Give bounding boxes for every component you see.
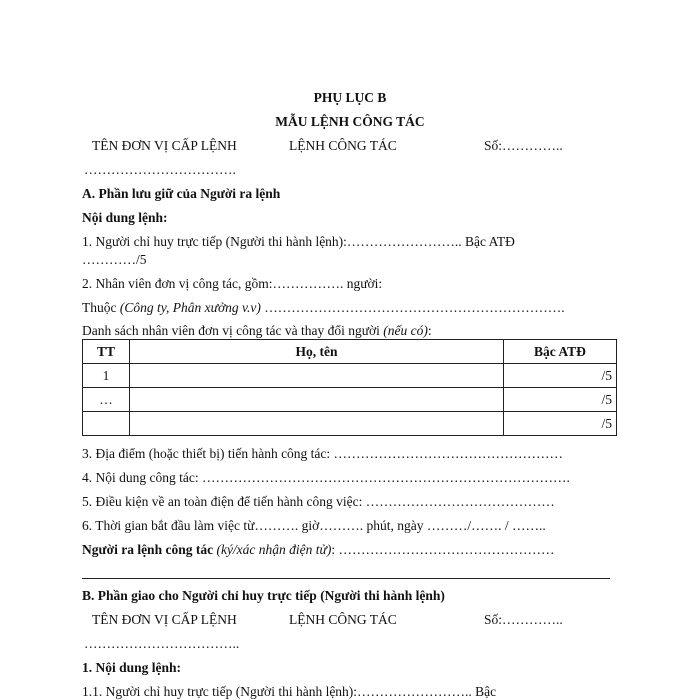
table-row bbox=[83, 364, 617, 388]
cell-rank: /5 bbox=[504, 364, 617, 388]
unit-dots-field: ……………………………. bbox=[84, 162, 236, 177]
safety-conditions-line: 5. Điều kiện về an toàn điện để tiến hành công việc: …………………………………… bbox=[82, 494, 555, 509]
cell-name bbox=[130, 364, 504, 388]
section-divider bbox=[82, 578, 610, 579]
belongs-line bbox=[82, 300, 565, 316]
cell-rank: /5 bbox=[504, 388, 617, 412]
work-order-label-b: LỆNH CÔNG TÁC bbox=[289, 612, 397, 627]
staff-list-colon: : bbox=[427, 323, 432, 338]
order-number-field: Số:………….. bbox=[484, 138, 563, 153]
staff-table bbox=[82, 339, 617, 436]
start-time-line: 6. Thời gian bắt đầu làm việc từ………. giờ………. phút, ngày ………/……. / …….. bbox=[82, 518, 546, 533]
cell-name bbox=[130, 388, 504, 412]
cell-tt: 1 bbox=[83, 364, 130, 388]
content-label: Nội dung lệnh: bbox=[82, 210, 168, 225]
staff-list-label bbox=[82, 323, 432, 339]
content-label-b: 1. Nội dung lệnh: bbox=[82, 660, 182, 675]
cell-rank: /5 bbox=[504, 412, 617, 436]
belongs-dots: …………………………………………………………. bbox=[260, 300, 565, 315]
appendix-label: PHỤ LỤC B bbox=[313, 90, 387, 105]
unit-dots-field-b: …………………………….. bbox=[84, 636, 240, 651]
order-number-field-b: Số:………….. bbox=[484, 612, 563, 627]
issuer-label: Người ra lệnh công tác bbox=[82, 542, 214, 557]
staff-count-line: 2. Nhân viên đơn vị công tác, gồm:……………. người: bbox=[82, 276, 383, 291]
issuing-unit-label: TÊN ĐƠN VỊ CẤP LỆNH bbox=[92, 138, 237, 153]
staff-list-text: Danh sách nhân viên đơn vị công tác và thay đổi người bbox=[82, 323, 384, 338]
section-a-heading: A. Phần lưu giữ của Người ra lệnh bbox=[82, 186, 281, 201]
table-header-row bbox=[83, 340, 617, 364]
section-b-heading: B. Phần giao cho Người chỉ huy trực tiếp (Người thi hành lệnh) bbox=[82, 588, 445, 603]
table-row bbox=[83, 388, 617, 412]
work-content-line: 4. Nội dung công tác: ………………………………………………………………………. bbox=[82, 470, 570, 485]
staff-list-italic: (nếu có) bbox=[383, 323, 428, 338]
issuer-signature-line bbox=[82, 542, 555, 558]
cell-tt: … bbox=[83, 388, 130, 412]
table-row bbox=[83, 412, 617, 436]
issuer-italic: (ký/xác nhận điện tử) bbox=[216, 542, 332, 557]
cell-name bbox=[130, 412, 504, 436]
issuer-dots: : ………………………………………… bbox=[331, 542, 555, 557]
supervisor-line: 1. Người chỉ huy trực tiếp (Người thi hành lệnh):…………………….. Bậc ATĐ bbox=[82, 234, 515, 249]
supervisor-rank-line: …………/5 bbox=[82, 252, 147, 267]
supervisor-line-b: 1.1. Người chỉ huy trực tiếp (Người thi hành lệnh):…………………….. Bậc bbox=[82, 684, 497, 699]
header-tt: TT bbox=[83, 340, 130, 364]
cell-tt bbox=[83, 412, 130, 436]
document-title: MẪU LỆNH CÔNG TÁC bbox=[275, 114, 425, 129]
work-order-label: LỆNH CÔNG TÁC bbox=[289, 138, 397, 153]
belongs-label: Thuộc bbox=[82, 300, 120, 315]
belongs-italic: (Công ty, Phân xưởng v.v) bbox=[119, 300, 261, 315]
issuing-unit-label-b: TÊN ĐƠN VỊ CẤP LỆNH bbox=[92, 612, 237, 627]
header-name: Họ, tên bbox=[130, 340, 504, 364]
header-rank: Bậc ATĐ bbox=[504, 340, 617, 364]
location-line: 3. Địa điểm (hoặc thiết bị) tiến hành công tác: …………………………………………… bbox=[82, 446, 564, 461]
